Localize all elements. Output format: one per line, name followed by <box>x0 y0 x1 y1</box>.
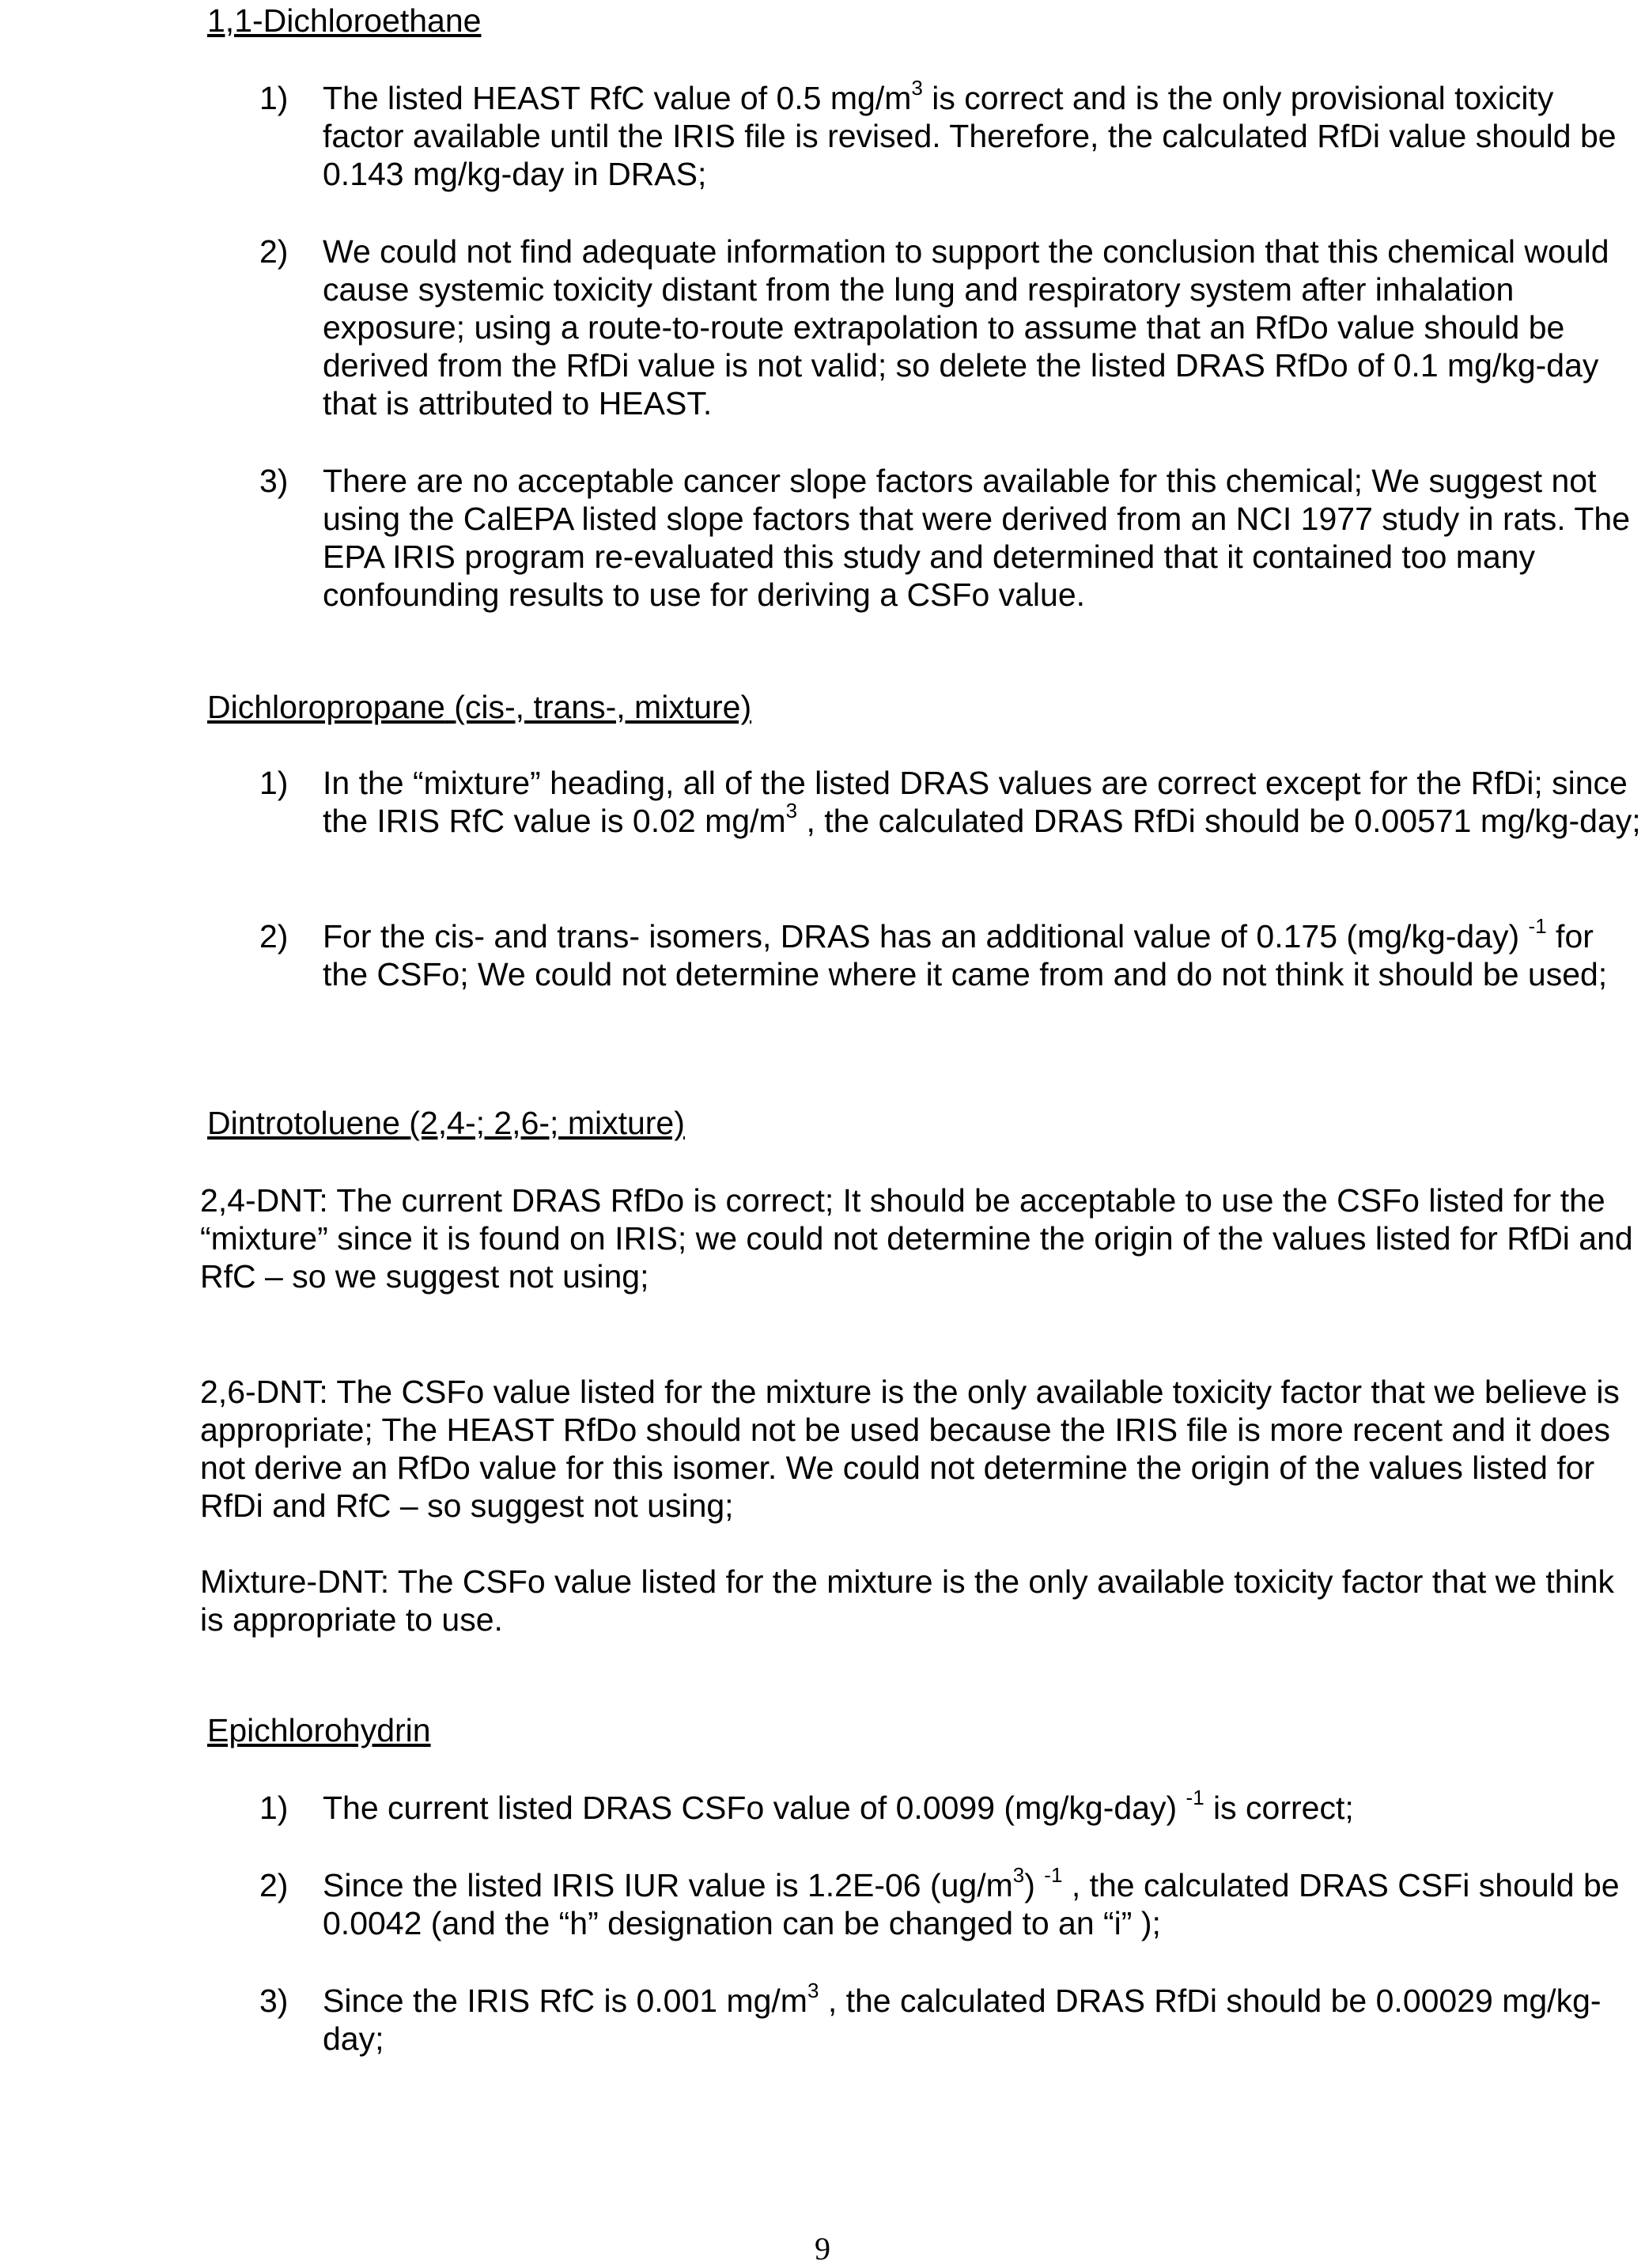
section-heading-epichlorohydrin: Epichlorohydrin <box>207 1712 431 1748</box>
item-number: 3) <box>259 463 289 499</box>
item-text: There are no acceptable cancer slope factors available for this chemical; We suggest not using the CalEPA listed slope factors that were derived from an NCI 1977 study in rats. The EPA IRIS program re-evaluated this study and determined that it contained too many confounding results to use for deriving a CSFo value. <box>323 463 1630 613</box>
item-number: 2) <box>259 233 289 270</box>
item-number: 2) <box>259 918 289 954</box>
paragraph: 2,6-DNT: The CSFo value listed for the mixture is the only available toxicity factor that we believe is appropriate; The HEAST RfDo should not be used because the IRIS file is more recent and it does not derive an RfDo value for this isomer. We could not determine the origin of the values listed for RfDi and RfC – so suggest not using; <box>200 1374 1620 1524</box>
item-number: 3) <box>259 1983 289 2019</box>
item-number: 1) <box>259 80 289 116</box>
item-text: The current listed DRAS CSFo value of 0.0099 (mg/kg-day) $^{-1}$ is correct; <box>323 1786 1354 1826</box>
item-number: 1) <box>259 1790 289 1826</box>
item-number: 2) <box>259 1867 289 1903</box>
item-text: The listed HEAST RfC value of 0.5 $mg/m^3$ is correct and is the only provisional toxicity factor available until the IRIS file is revised. Therefore, the calculated RfDi value should be 0.143 mg/kg-day in DRAS; <box>323 76 1617 192</box>
paragraph: Mixture-DNT: The CSFo value listed for the mixture is the only available toxicity factor that we think is appropriate to use. <box>200 1563 1615 1638</box>
section-heading-dichloroethane: 1,1-Dichloroethane <box>207 2 482 39</box>
item-text: Since the listed IRIS IUR value is 1.2E-06 $(ug/m^3)$ $^{-1}$ , the calculated DRAS CSFi should be 0.0042 (and the “h” designation can be changed to an “i” ); <box>323 1863 1620 1941</box>
item-text: Since the IRIS RfC is 0.001 $mg/m^3$ , the calculated DRAS RfDi should be 0.00029 mg/kg-day; <box>323 1979 1602 2057</box>
item-text: We could not find adequate information to support the conclusion that this chemical would cause systemic toxicity distant from the lung and respiratory system after inhalation exposure; using a route-to-route extrapolation to assume that an RfDo value should be derived from the RfDi value is not valid; so delete the listed DRAS RfDo of 0.1 mg/kg-day that is attributed to HEAST. <box>323 233 1609 421</box>
page-number: 9 <box>815 2231 830 2266</box>
item-text: In the “mixture” heading, all of the listed DRAS values are correct except for the RfDi; since the IRIS RfC value is 0.02 $mg/m^3$ , the calculated DRAS RfDi should be 0.00571 mg/kg-day; <box>323 765 1641 839</box>
section-heading-dichloropropane: Dichloropropane (cis-, trans-, mixture) <box>207 689 752 725</box>
item-number: 1) <box>259 765 289 801</box>
paragraph: 2,4-DNT: The current DRAS RfDo is correct; It should be acceptable to use the CSFo listed for the “mixture” since it is found on IRIS; we could not determine the origin of the values listed for RfDi and RfC – so we suggest not using; <box>200 1182 1633 1295</box>
item-text: For the cis- and trans- isomers, DRAS has an additional value of 0.175 (mg/kg-day) $^{-1}$ for the CSFo; We could not determine where it came from and do not think it should be used; <box>323 914 1608 992</box>
section-heading-dintrotoluene: Dintrotoluene (2,4-; 2,6-; mixture) <box>207 1105 685 1141</box>
